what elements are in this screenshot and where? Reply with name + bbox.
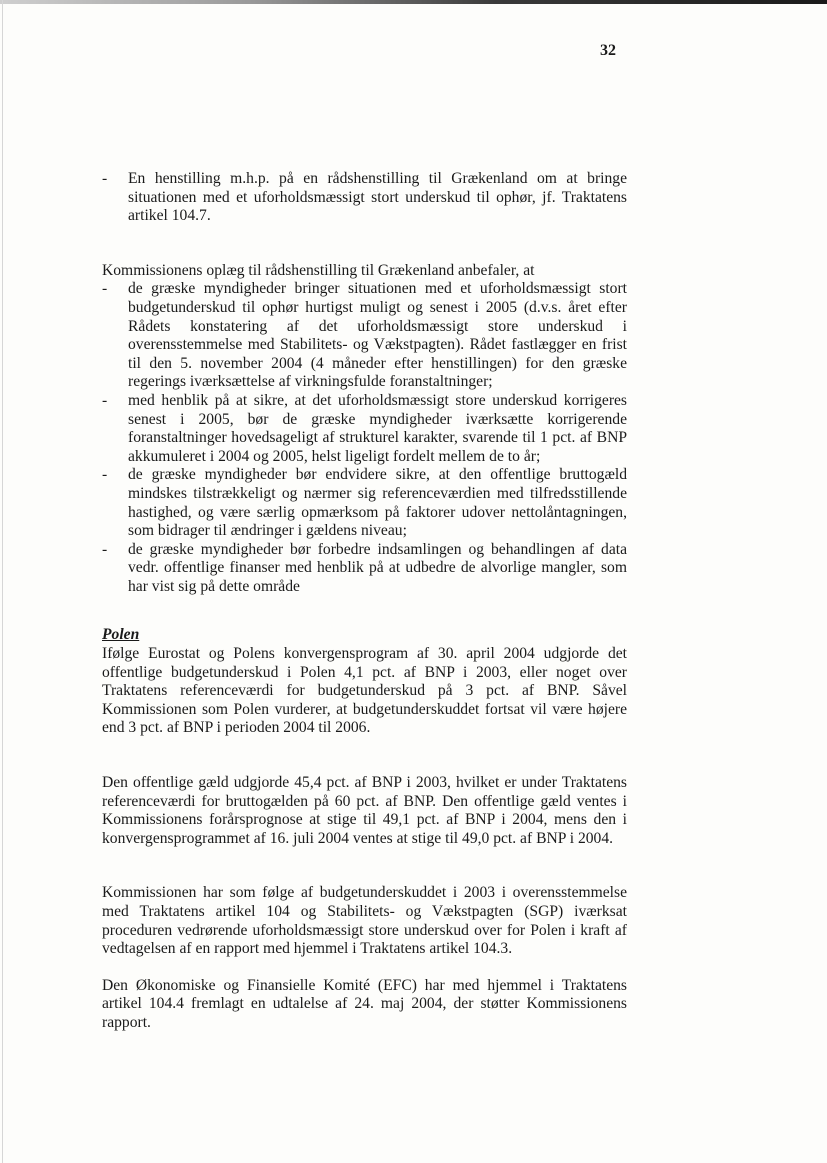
bullet-dash: - <box>102 280 108 298</box>
page-number: 32 <box>600 42 616 59</box>
list-item-text: de græske myndigheder bør forbedre indsamlingen og behandlingen af data vedr. offentlige finanser med henblik på at udbedre de alvorlige mangler, som har vist sig på dette område <box>128 540 627 595</box>
document-body <box>102 170 627 1033</box>
paragraph: Kommissionen har som følge af budgetunderskuddet i 2003 i overensstemmelse med Traktatens artikel 104 og Stabilitets- og Vækstpagten (SGP) iværksat proceduren vedrørende uforholdsmæssigt store underskud over for Polen i kraft af vedtagelsen af en rapport med hjemmel i Traktatens artikel 104.3. <box>102 884 627 958</box>
bullet-dash: - <box>102 391 108 409</box>
greece-intro-paragraph: Kommissionens oplæg til rådshenstilling til Grækenland anbefaler, at <box>102 261 535 279</box>
scan-top-border <box>0 0 827 4</box>
paragraph: Den Økonomiske og Finansielle Komité (EFC) har med hjemmel i Traktatens artikel 104.4 fremlagt en udtalelse af 24. maj 2004, der støtter Kommissionens rapport. <box>102 976 627 1031</box>
list-item-text: de græske myndigheder bør endvidere sikre, at den offentlige bruttogæld mindskes tilstrækkeligt og nærmer sig referenceværdien med tilfredsstillende hastighed, og være særlig opmærksom på faktorer udover nettolåntagningen, som bidrager til ændringer i gældens niveau; <box>128 466 627 540</box>
list-item <box>102 541 627 597</box>
list-item <box>102 392 627 466</box>
paragraph: Den offentlige gæld udgjorde 45,4 pct. af BNP i 2003, hvilket er under Traktatens referenceværdi for bruttogælden på 60 pct. af BNP. Den offentlige gæld ventes i Kommissionens forårsprognose at stige til 49,1 pct. af BNP i 2004, mens den i konvergensprogrammet af 16. juli 2004 ventes at stige til 49,0 pct. af BNP i 2004. <box>102 774 627 847</box>
list-item <box>102 466 627 540</box>
paragraph: Ifølge Eurostat og Polens konvergensprogram af 30. april 2004 udgjorde det offentlige budgetunderskud i Polen 4,1 pct. af BNP i 2003, eller noget over Traktatens referenceværdi for budgetunderskud på 3 pct. af BNP. Såvel Kommissionen som Polen vurderer, at budgetunderskuddet fortsat vil være højere end 3 pct. af BNP i perioden 2004 til 2006. <box>102 645 627 737</box>
section-heading-poland: Polen <box>102 626 140 644</box>
list-item-recommendation <box>102 170 627 226</box>
bullet-dash: - <box>102 540 108 558</box>
list-item-text: En henstilling m.h.p. på en rådshenstilling til Grækenland om at bringe situationen med et uforholdsmæssigt stort underskud til ophør, jf. Traktatens artikel 104.7. <box>128 170 627 225</box>
bullet-dash: - <box>102 170 108 187</box>
scan-left-edge <box>2 0 3 1163</box>
list-item-text: de græske myndigheder bringer situationen med et uforholdsmæssigt stort budgetunderskud til ophør hurtigst muligt og senest i 2005 (d.v.s. året efter Rådets konstatering af det uforholdsmæssigt store underskud i overensstemmelse med Stabilitets- og Vækstpagten). Rådet fastlægger en frist til den 5. november 2004 (4 måneder efter henstillingen) for den græske regerings iværksættelse af virkningsfulde foranstaltninger; <box>128 280 627 391</box>
bullet-dash: - <box>102 466 108 484</box>
list-item-text: med henblik på at sikre, at det uforholdsmæssigt store underskud korrigeres senest i 2005, bør de græske myndigheder iværksætte korrigerende foranstaltninger hovedsageligt af strukturel karakter, svarende til 1 pct. af BNP akkumuleret i 2004 og 2005, helst ligeligt fordelt mellem de to år; <box>128 391 627 465</box>
list-item <box>102 280 627 392</box>
